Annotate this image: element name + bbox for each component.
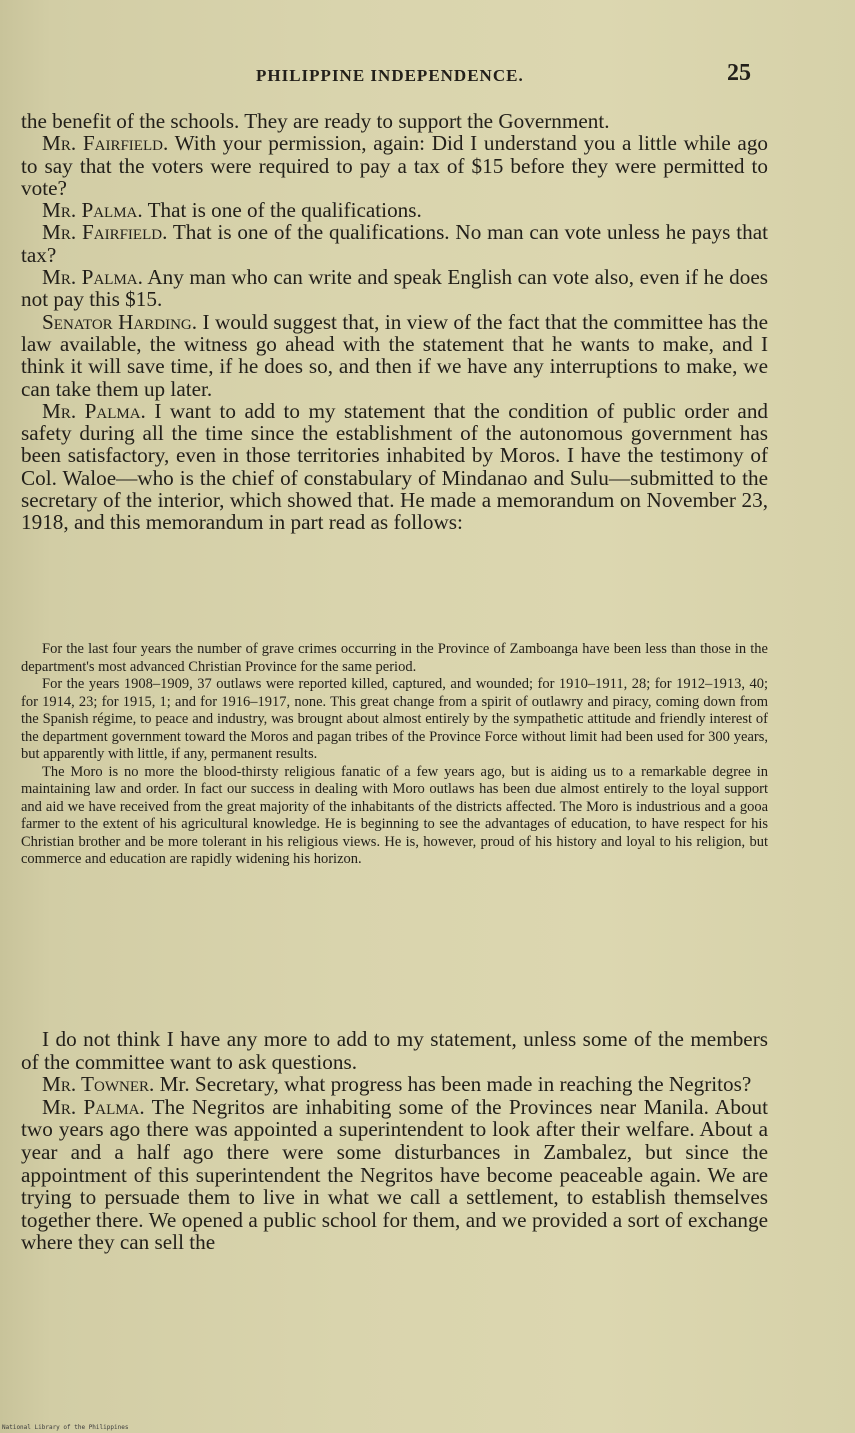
speaker: Mr. Towner. [42, 1072, 155, 1097]
paragraph [21, 1073, 768, 1096]
speaker: Mr. Palma. [42, 1094, 145, 1119]
paragraph [21, 266, 768, 311]
main-text [21, 110, 768, 534]
speaker: Mr. Fairfield. [42, 220, 168, 245]
paragraph [21, 311, 768, 400]
speaker: Senator Harding. [42, 309, 198, 334]
paragraph-text: Any man who can write and speak English can vote also, even if he does not pay this $15. [21, 265, 769, 312]
speaker: Mr. Fairfield. [42, 131, 169, 156]
closing-text [21, 1028, 768, 1254]
running-title: PHILIPPINE INDEPENDENCE. [256, 66, 524, 85]
page-number: 25 [727, 60, 751, 86]
paragraph-text: the benefit of the schools. They are ready to support the Government. [21, 109, 610, 133]
speaker: Mr. Palma. [42, 198, 143, 223]
paragraph-text: I would suggest that, in view of the fact that the committee has the law available, the witness go ahead with the statement that he wants to make, and I think it will save time, if he does so, and then if we have any interruptions to make, we can take them up later. [21, 309, 768, 401]
quote-paragraph: The Moro is no more the blood-thirsty religious fanatic of a few years ago, but is aiding us to a remarkable degree in maintaining law and order. In fact our success in dealing with Moro outlaws has been due almost entirely to the loyal support and aid we have received from the great majority of the inhabitants of the districts affected. The Moro is industrious and a gooa farmer to the extent of his agricultural knowledge. He is beginning to see the advantages of education, to have respect for his Christian brother and be more tolerant in his religious views. He is, however, proud of his history and loyal to his religion, but commerce and education are rapidly widening his horizon. [21, 763, 768, 867]
paragraph-text: That is one of the qualifications. No man can vote unless he pays that tax? [21, 220, 768, 267]
paragraph-text: I do not think I have any more to add to my statement, unless some of the members of the committee want to ask questions. [21, 1027, 768, 1074]
paragraph-text: Mr. Secretary, what progress has been made in reaching the Negritos? [159, 1072, 752, 1097]
quote-paragraph: For the years 1908–1909, 37 outlaws were reported killed, captured, and wounded; for 1910–1911, 28; for 1912–1913, 40; for 1914, 23; for 1915, 1; and for 1916–1917, none. This great change from a spirit of outlawry and piracy, coming down from the Spanish régime, to peace and industry, was brougnt about almost entirely by the sympathetic attitude and friendly interest of the department government toward the Moros and pagan tribes of the Province Force without limit had been used for 300 years, but apparently with little, if any, permanent results. [21, 676, 768, 762]
paragraph [21, 400, 768, 534]
quoted-memorandum [21, 641, 768, 869]
speaker: Mr. Palma. [42, 398, 146, 423]
paragraph-text: The Negritos are inhabiting some of the Provinces near Manila. About two years ago there was appointed a superintendent to look after their welfare. About a year and a half ago there were some disturbances in Zambalez, but since the appointment of this superintendent the Negritos have become peaceable again. We are trying to persuade them to live in what we call a settlement, to establish themselves together there. We opened a public school for them, and we provided a sort of exchange where they can sell the [21, 1094, 769, 1255]
paragraph-text: That is one of the qualifications. [147, 198, 422, 223]
paragraph-text: I want to add to my statement that the condition of public order and safety during all the time since the establishment of the autonomous government has been satisfactory, even in those territories inhabited by Moros. I have the testimony of Col. Waloe—who is the chief of constabulary of Mindanao and Sulu—submitted to the secretary of the interior, which showed that. He made a memorandum on November 23, 1918, and this memorandum in part read as follows: [21, 398, 769, 535]
paragraph-text: With your permission, again: Did I understand you a little while ago to say that the voters were required to pay a tax of $15 before they were permitted to vote? [21, 131, 769, 200]
paragraph [21, 110, 768, 132]
quote-paragraph: For the last four years the number of grave crimes occurring in the Province of Zamboanga have been less than those in the department's most advanced Christian Province for the same period. [21, 641, 768, 675]
paragraph [21, 199, 768, 221]
speaker: Mr. Palma. [42, 265, 143, 290]
paragraph [21, 221, 768, 266]
library-watermark: National Library of the Philippines [2, 1424, 129, 1431]
paragraph [21, 1096, 768, 1254]
paragraph [21, 1028, 768, 1073]
paragraph [21, 132, 768, 199]
